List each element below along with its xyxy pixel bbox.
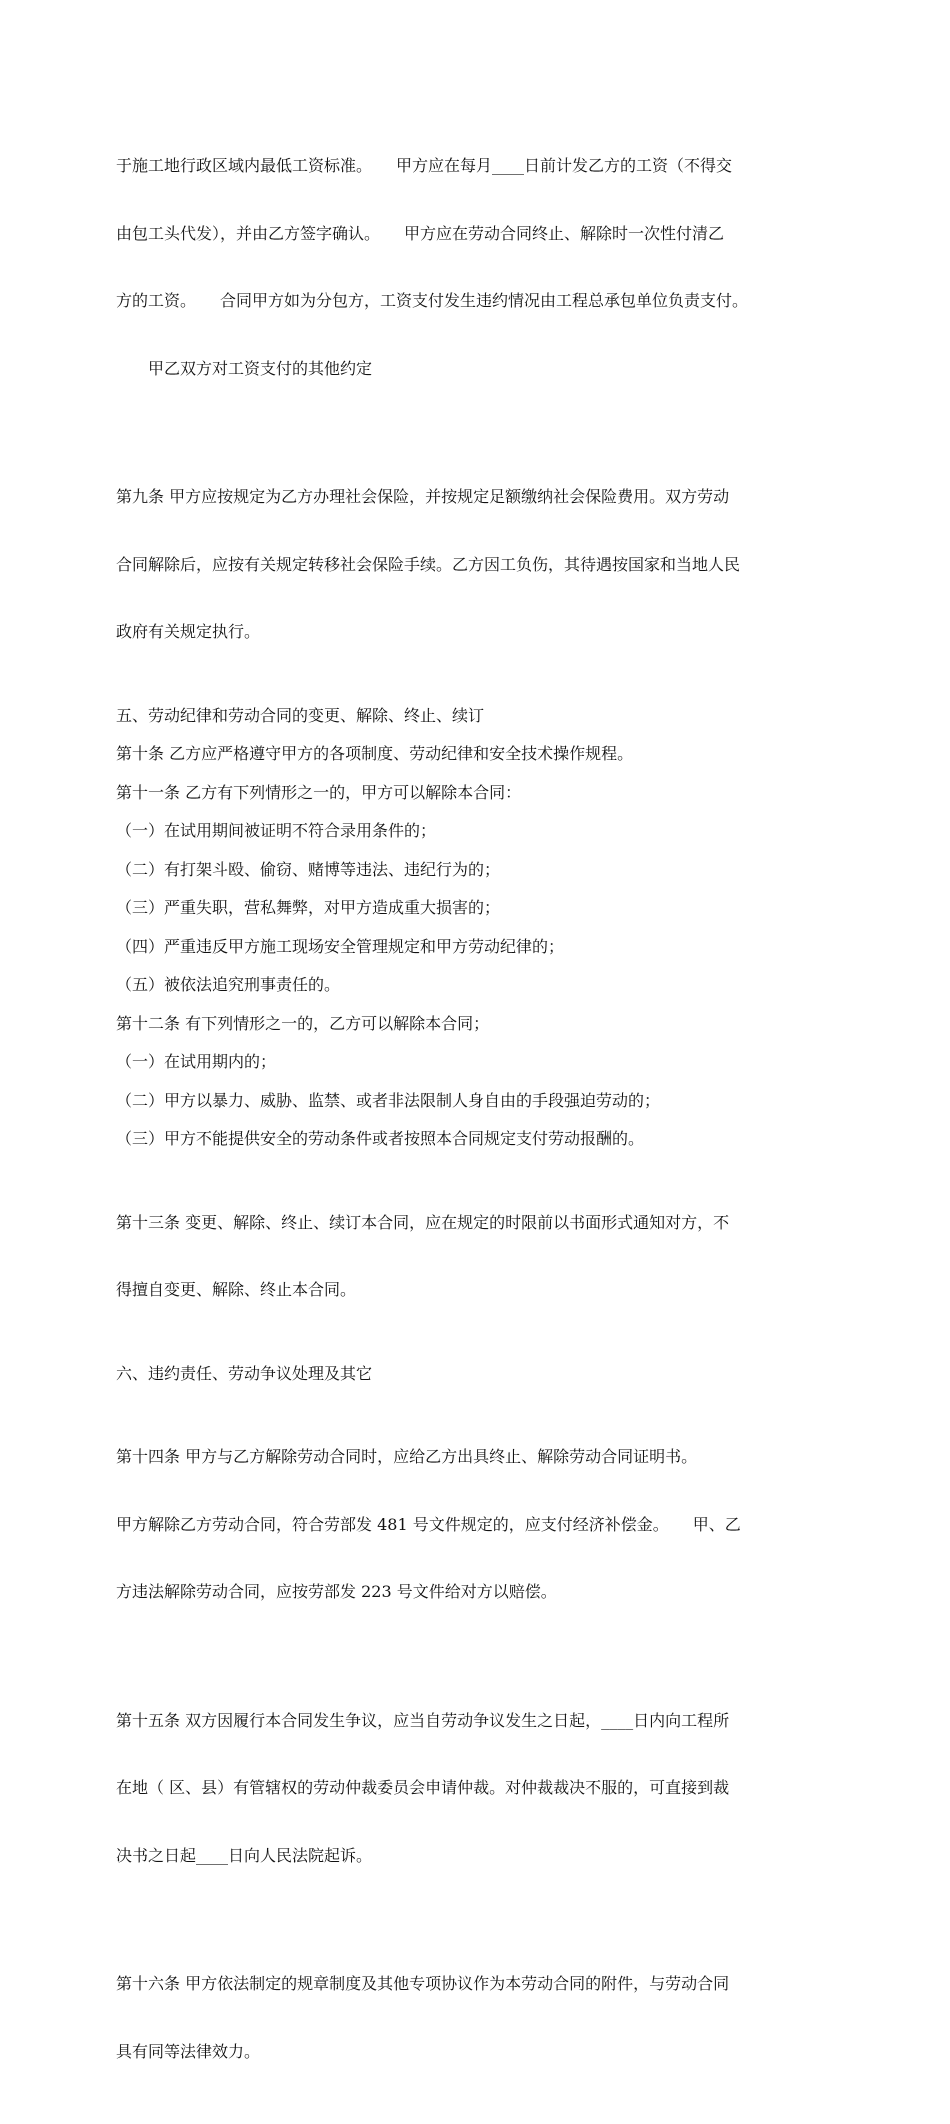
text-line: 甲乙双方对工资支付的其他约定 xyxy=(116,358,373,378)
list-item: （二）甲方以暴力、威胁、监禁、或者非法限制人身自由的手段强迫劳动的； xyxy=(116,1090,661,1110)
document-body xyxy=(116,110,836,2124)
list-item: （三）甲方不能提供安全的劳动条件或者按照本合同规定支付劳动报酬的。 xyxy=(116,1129,645,1148)
article-13 xyxy=(116,1167,836,1347)
article-10: 第十条 乙方应严格遵守甲方的各项制度、劳动纪律和安全技术操作规程。 xyxy=(116,744,634,763)
list-item: （五）被依法追究刑事责任的。 xyxy=(116,975,341,994)
article-15 xyxy=(116,1665,836,1913)
text-line: 政府有关规定执行。 xyxy=(116,622,261,641)
article-14 xyxy=(116,1401,836,1649)
text-line: 合同解除后，应按有关规定转移社会保险手续。乙方因工负伤，其待遇按国家和当地人民 xyxy=(116,554,741,574)
text-line: 在地（ 区、县）有管辖权的劳动仲裁委员会申请仲裁。对仲裁裁决不服的，可直接到裁 xyxy=(116,1778,730,1797)
text-line: 于施工地行政区域内最低工资标准。 甲方应在每月____日前计发乙方的工资（不得交 xyxy=(116,156,733,175)
text-line: 第九条 甲方应按规定为乙方办理社会保险，并按规定足额缴纳社会保险费用。双方劳动 xyxy=(116,487,730,506)
article-11: 第十一条 乙方有下列情形之一的，甲方可以解除本合同： xyxy=(116,782,522,802)
article-12: 第十二条 有下列情形之一的，乙方可以解除本合同； xyxy=(116,1013,490,1033)
article-16 xyxy=(116,1928,836,2108)
text-line: 具有同等法律效力。 xyxy=(116,2041,261,2061)
text-line: 得擅自变更、解除、终止本合同。 xyxy=(116,1280,357,1299)
list-item: （四）严重违反甲方施工现场安全管理规定和甲方劳动纪律的； xyxy=(116,936,565,956)
text-line: 第十四条 甲方与乙方解除劳动合同时，应给乙方出具终止、解除劳动合同证明书。 xyxy=(116,1447,698,1466)
list-item: （二）有打架斗殴、偷窃、赌博等违法、违纪行为的； xyxy=(116,859,501,879)
text-line: 第十三条 变更、解除、终止、续订本合同，应在规定的时限前以书面形式通知对方，不 xyxy=(116,1212,730,1232)
text-line: 决书之日起____日向人民法院起诉。 xyxy=(116,1845,373,1865)
section-heading-5: 五、劳动纪律和劳动合同的变更、解除、终止、续订 xyxy=(116,705,485,725)
text-line: 由包工头代发），并由乙方签字确认。 甲方应在劳动合同终止、解除时一次性付清乙 xyxy=(116,223,725,243)
text-line: 方的工资。 合同甲方如为分包方，工资支付发生违约情况由工程总承包单位负责支付。 xyxy=(116,291,749,310)
section-heading-6: 六、违约责任、劳动争议处理及其它 xyxy=(116,1363,373,1383)
text-line: 第十五条 双方因履行本合同发生争议，应当自劳动争议发生之日起，____日内向工程所 xyxy=(116,1710,730,1730)
text-line: 方违法解除劳动合同，应按劳部发 223 号文件给对方以赔偿。 xyxy=(116,1582,557,1601)
list-item: （三）严重失职，营私舞弊，对甲方造成重大损害的； xyxy=(116,898,501,917)
list-item: （一）在试用期内的； xyxy=(116,1052,277,1071)
article-9 xyxy=(116,441,836,689)
paragraph-wage-payment xyxy=(116,110,836,425)
list-item: （一）在试用期间被证明不符合录用条件的； xyxy=(116,821,437,840)
text-line: 第十六条 甲方依法制定的规章制度及其他专项协议作为本劳动合同的附件，与劳动合同 xyxy=(116,1974,730,1993)
text-line: 甲方解除乙方劳动合同，符合劳部发 481 号文件规定的，应支付经济补偿金。 甲、乙 xyxy=(116,1514,741,1534)
